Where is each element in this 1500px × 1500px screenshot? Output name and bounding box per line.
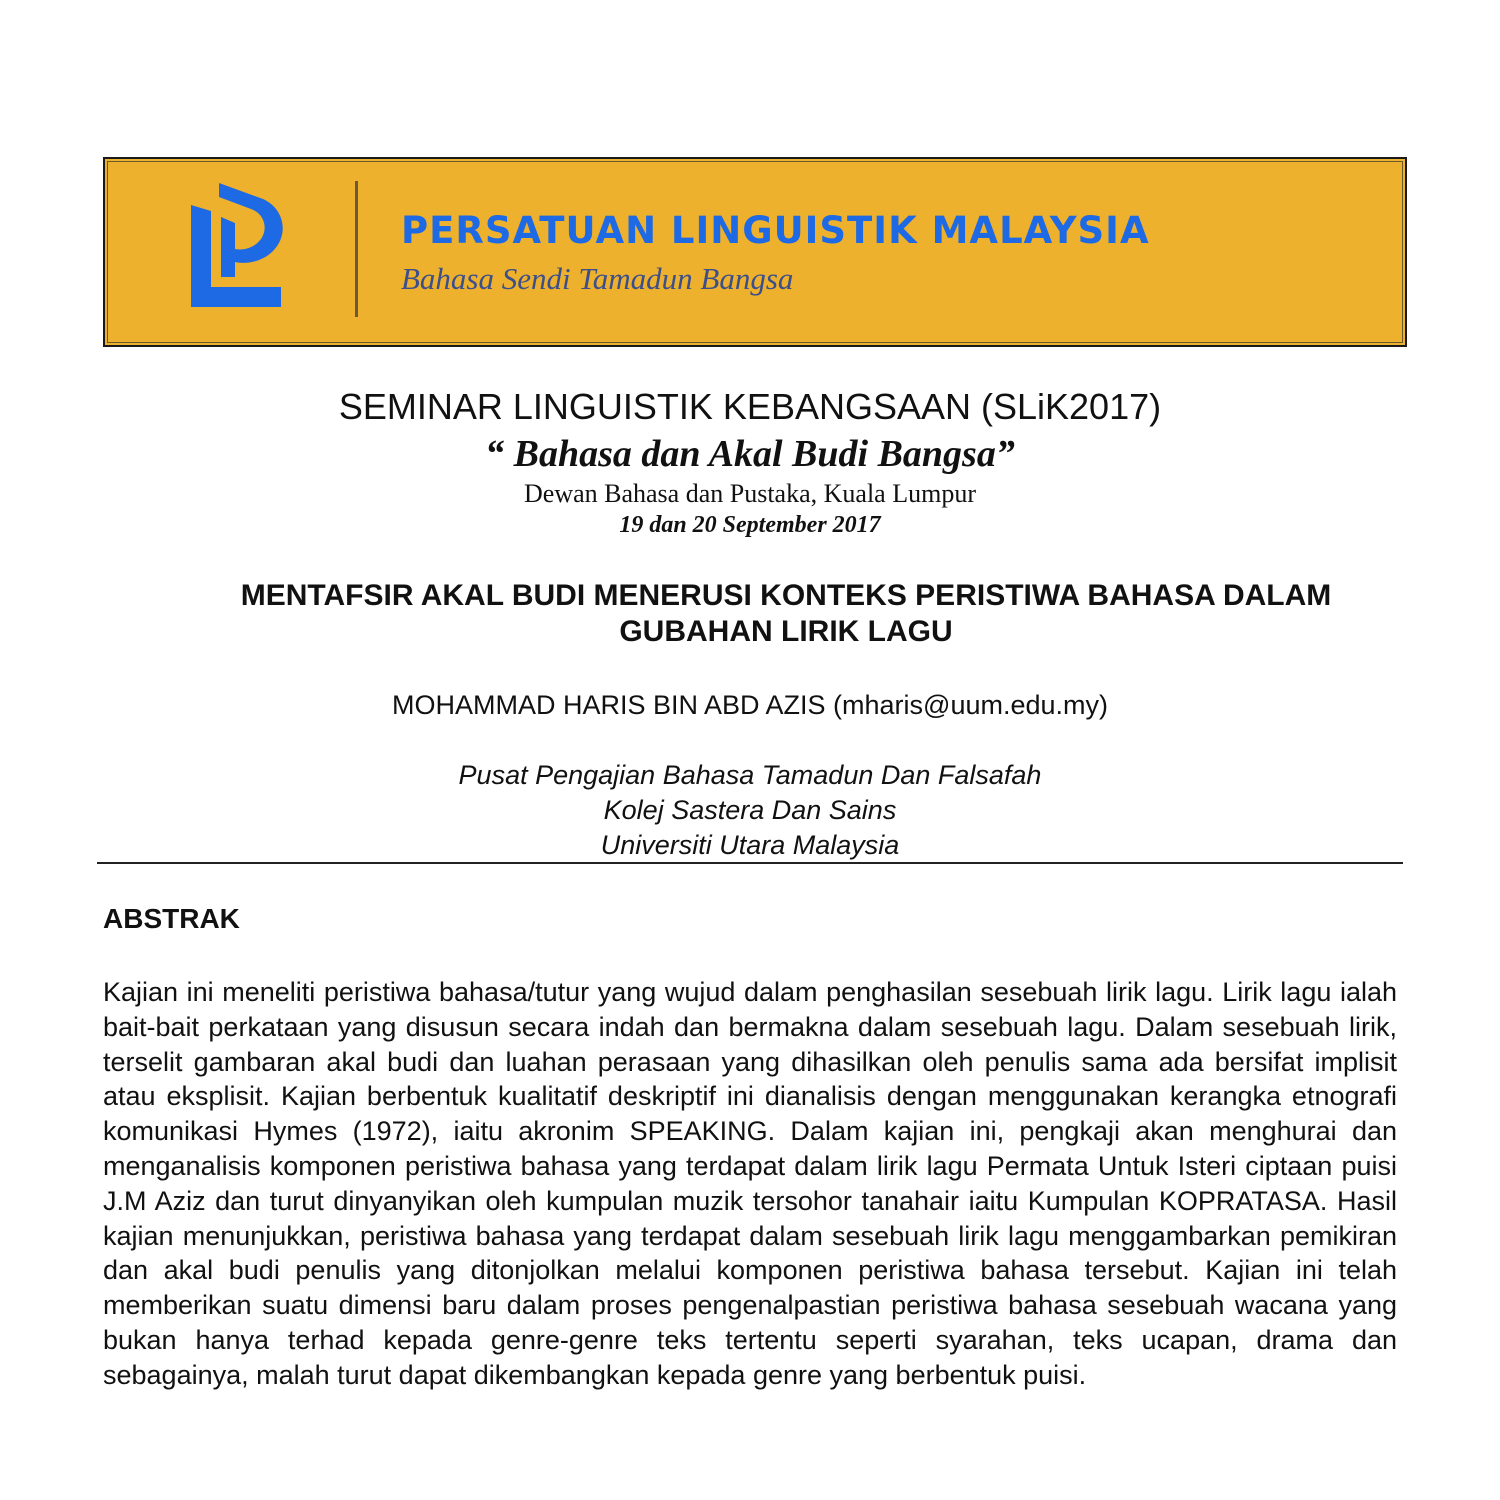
paper-title (180, 578, 1392, 650)
author: MOHAMMAD HARIS BIN ABD AZIS (mharis@uum.edu.my) (391, 690, 1109, 720)
abstract-body: Kajian ini meneliti peristiwa bahasa/tutur yang wujud dalam penghasilan sesebuah lirik lagu. Lirik lagu ialah bait-bait perkataan yang disusun secara indah dan bermakna dalam sesebuah lagu. Dalam sesebuah lirik, terselit gambaran akal budi dan luahan perasaan yang dihasilkan oleh penulis sama ada bersifat implisit atau eksplisit. Kajian berbentuk kualitatif deskriptif ini dianalisis dengan menggunakan kerangka etnografi komunikasi Hymes (1972), iaitu akronim SPEAKING. Dalam kajian ini, pengkaji akan menghurai dan menganalisis komponen peristiwa bahasa yang terdapat dalam lirik lagu Permata Untuk Isteri ciptaan puisi J.M Aziz dan turut dinyanyikan oleh kumpulan muzik tersohor tanahair iaitu Kumpulan KOPRATASA. Hasil kajian menunjukkan, peristiwa bahasa yang terdapat dalam sesebuah lirik lagu menggambarkan pemikiran dan akal budi penulis yang ditonjolkan melalui komponen peristiwa bahasa tersebut. Kajian ini telah memberikan suatu dimensi baru dalam proses pengenalpastian peristiwa bahasa sesebuah wacana yang bukan hanya terhad kepada genre-genre teks tertentu seperti syarahan, teks ucapan, drama dan sebagainya, malah turut dapat dikembangkan kepada genre yang berbentuk puisi. (103, 977, 1397, 1390)
organization-name: PERSATUAN LINGUISTIK MALAYSIA (401, 209, 1150, 252)
seminar-theme: “ Bahasa dan Akal Budi Bangsa” (485, 433, 1015, 475)
seminar-date: 19 dan 20 September 2017 (619, 512, 881, 538)
affiliation-school: Pusat Pengajian Bahasa Tamadun Dan Falsafah (458, 760, 1042, 790)
organization-tagline: Bahasa Sendi Tamadun Bangsa (401, 261, 794, 296)
paper-title-line: GUBAHAN LIRIK LAGU (619, 615, 953, 648)
plm-logo-icon (181, 183, 291, 313)
abstract-heading: ABSTRAK (103, 903, 240, 934)
header-banner (103, 157, 1407, 347)
seminar-title: SEMINAR LINGUISTIK KEBANGSAAN (SLiK2017) (338, 386, 1162, 427)
paper-title-line: MENTAFSIR AKAL BUDI MENERUSI KONTEKS PERISTIWA BAHASA DALAM (240, 579, 1332, 612)
affiliation-college: Kolej Sastera Dan Sains (603, 795, 897, 825)
seminar-venue: Dewan Bahasa dan Pustaka, Kuala Lumpur (524, 479, 976, 508)
affiliation-university: Universiti Utara Malaysia (600, 830, 900, 860)
horizontal-divider (97, 862, 1403, 864)
banner-divider (355, 181, 358, 317)
